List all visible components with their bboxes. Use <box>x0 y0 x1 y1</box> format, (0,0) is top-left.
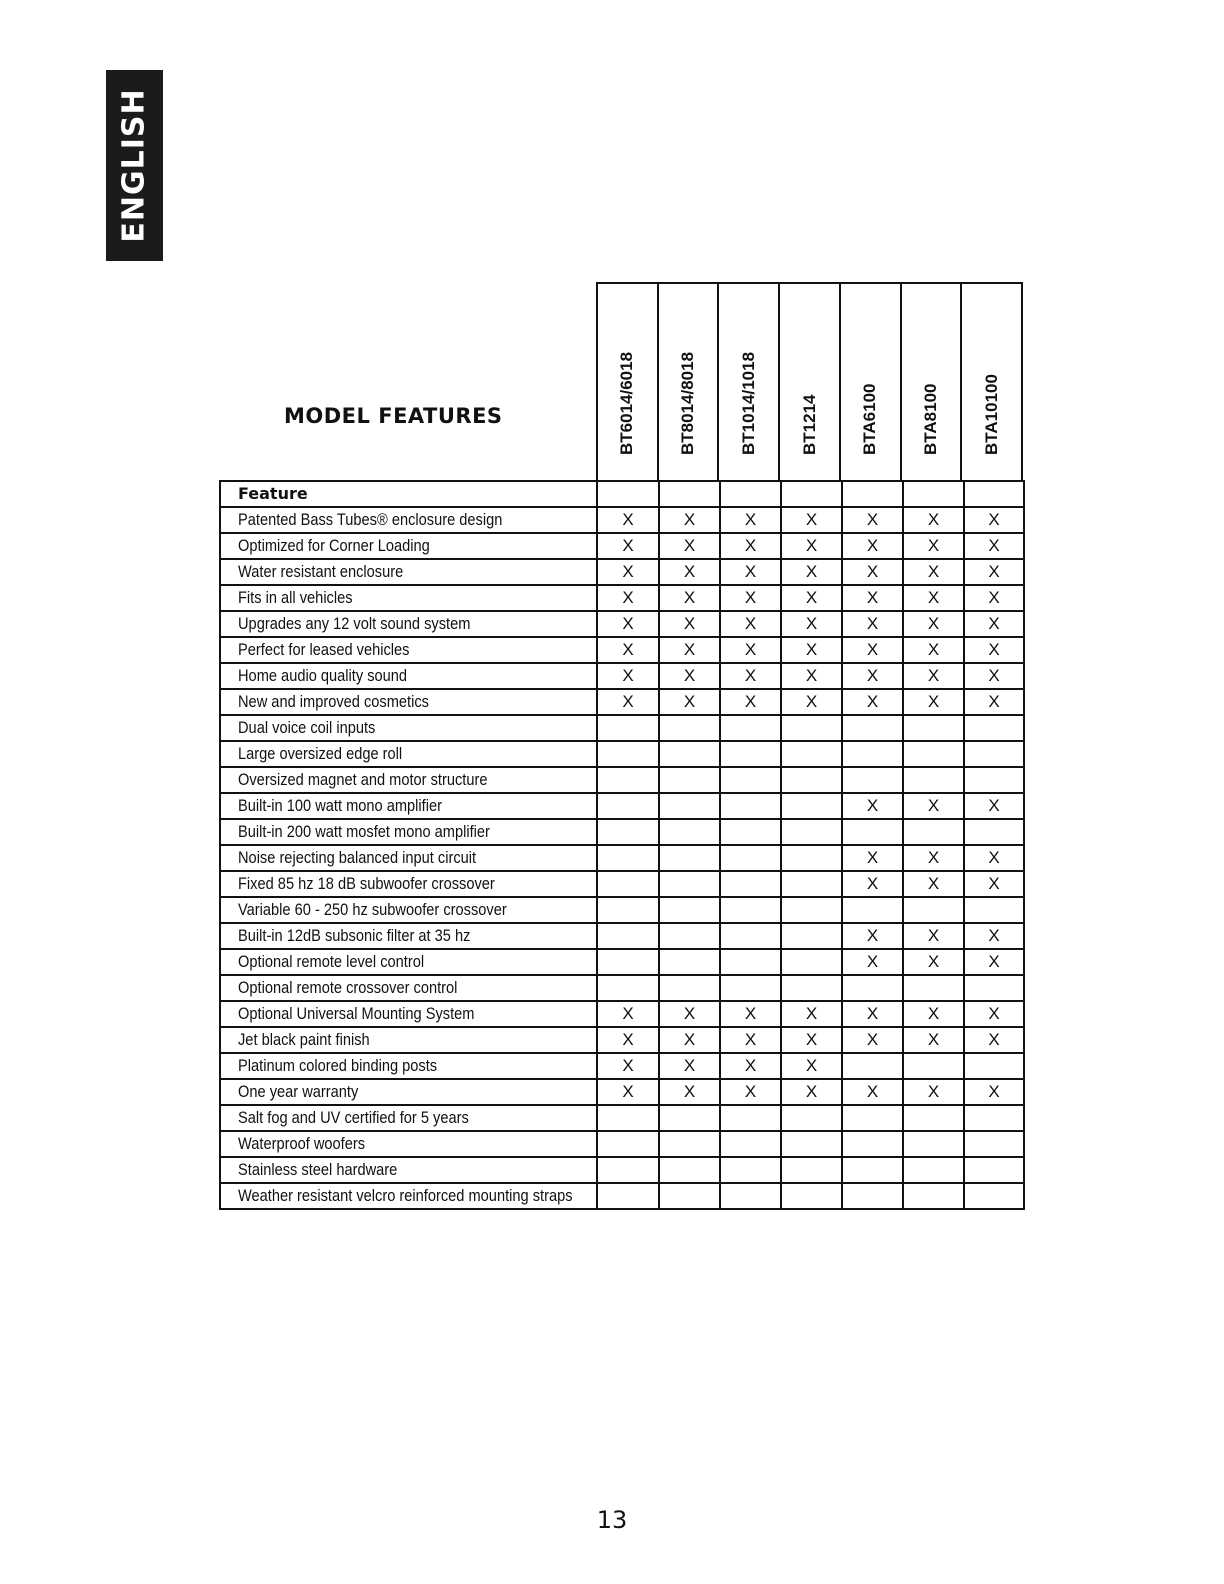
feature-mark-cell: X <box>903 637 964 663</box>
feature-mark-cell: X <box>842 663 903 689</box>
model-name: BT8014/8018 <box>678 351 698 455</box>
feature-mark-cell <box>720 767 781 793</box>
feature-mark-cell <box>597 767 659 793</box>
feature-label-cell <box>220 819 597 845</box>
feature-mark-cell <box>597 1131 659 1157</box>
feature-mark-cell <box>964 1157 1024 1183</box>
feature-label: Home audio quality sound <box>238 666 408 685</box>
feature-mark-cell: X <box>903 533 964 559</box>
feature-mark-cell <box>842 1183 903 1209</box>
feature-mark-cell: X <box>903 1079 964 1105</box>
feature-label-cell <box>220 533 597 559</box>
feature-mark-cell: X <box>720 689 781 715</box>
model-column-header <box>900 284 961 481</box>
feature-mark-cell <box>720 923 781 949</box>
feature-mark-cell <box>781 741 842 767</box>
section-title: MODEL FEATURES <box>284 404 503 428</box>
feature-label-cell <box>220 663 597 689</box>
feature-mark-cell <box>597 1157 659 1183</box>
feature-mark-cell: X <box>720 611 781 637</box>
feature-mark-cell <box>720 741 781 767</box>
feature-mark-cell <box>781 975 842 1001</box>
feature-mark-cell: X <box>597 585 659 611</box>
feature-mark-cell: X <box>903 923 964 949</box>
feature-label: Salt fog and UV certified for 5 years <box>238 1108 469 1127</box>
table-row <box>220 1027 1024 1053</box>
feature-mark-cell: X <box>659 637 720 663</box>
feature-mark-cell: X <box>842 1079 903 1105</box>
feature-mark-cell: X <box>964 923 1024 949</box>
model-name: BT1014/1018 <box>738 351 758 455</box>
feature-mark-cell <box>597 871 659 897</box>
feature-label: Optimized for Corner Loading <box>238 536 430 555</box>
feature-label: Waterproof woofers <box>238 1134 366 1153</box>
table-row <box>220 975 1024 1001</box>
feature-mark-cell: X <box>964 533 1024 559</box>
feature-mark-cell <box>903 741 964 767</box>
feature-column-header: Feature <box>220 481 597 507</box>
feature-label: Dual voice coil inputs <box>238 718 376 737</box>
feature-mark-cell <box>964 715 1024 741</box>
feature-mark-cell: X <box>964 793 1024 819</box>
feature-mark-cell <box>781 1131 842 1157</box>
feature-mark-cell: X <box>964 1001 1024 1027</box>
feature-mark-cell: X <box>903 585 964 611</box>
feature-mark-cell <box>659 741 720 767</box>
header-empty-cell <box>781 481 842 507</box>
feature-mark-cell: X <box>781 1027 842 1053</box>
header-empty-cell <box>720 481 781 507</box>
feature-mark-cell <box>659 871 720 897</box>
feature-label: Fixed 85 hz 18 dB subwoofer crossover <box>238 874 495 893</box>
feature-mark-cell <box>659 715 720 741</box>
feature-mark-cell: X <box>720 1079 781 1105</box>
feature-mark-cell: X <box>781 585 842 611</box>
feature-label: Weather resistant velcro reinforced mounting straps <box>238 1186 573 1205</box>
feature-mark-cell <box>903 767 964 793</box>
feature-mark-cell: X <box>781 637 842 663</box>
feature-mark-cell <box>659 1183 720 1209</box>
feature-mark-cell: X <box>964 559 1024 585</box>
table-row <box>220 767 1024 793</box>
feature-mark-cell: X <box>964 949 1024 975</box>
feature-mark-cell: X <box>781 689 842 715</box>
feature-mark-cell <box>781 819 842 845</box>
feature-mark-cell: X <box>720 637 781 663</box>
feature-mark-cell <box>781 1157 842 1183</box>
feature-mark-cell: X <box>720 507 781 533</box>
feature-label-cell <box>220 1053 597 1079</box>
feature-label: Upgrades any 12 volt sound system <box>238 614 471 633</box>
feature-label: Oversized magnet and motor structure <box>238 770 488 789</box>
table-row <box>220 1131 1024 1157</box>
feature-mark-cell: X <box>903 559 964 585</box>
feature-mark-cell <box>720 1183 781 1209</box>
model-column-header <box>598 284 657 481</box>
feature-mark-cell <box>842 975 903 1001</box>
feature-mark-cell: X <box>720 1001 781 1027</box>
feature-mark-cell <box>597 897 659 923</box>
feature-mark-cell: X <box>842 923 903 949</box>
feature-mark-cell <box>842 1131 903 1157</box>
feature-mark-cell: X <box>964 1027 1024 1053</box>
table-row <box>220 559 1024 585</box>
feature-label-cell <box>220 507 597 533</box>
feature-mark-cell: X <box>964 663 1024 689</box>
table-row <box>220 741 1024 767</box>
feature-mark-cell: X <box>903 793 964 819</box>
feature-label-cell <box>220 1027 597 1053</box>
feature-mark-cell <box>720 1157 781 1183</box>
feature-mark-cell: X <box>597 663 659 689</box>
feature-mark-cell <box>842 767 903 793</box>
feature-mark-cell: X <box>720 533 781 559</box>
table-row <box>220 793 1024 819</box>
feature-label-cell <box>220 1183 597 1209</box>
table-row <box>220 715 1024 741</box>
feature-mark-cell <box>964 819 1024 845</box>
feature-mark-cell: X <box>842 793 903 819</box>
feature-mark-cell: X <box>781 1001 842 1027</box>
feature-mark-cell: X <box>964 871 1024 897</box>
table-row <box>220 663 1024 689</box>
feature-mark-cell: X <box>903 845 964 871</box>
feature-mark-cell <box>964 1131 1024 1157</box>
table-row <box>220 1001 1024 1027</box>
feature-mark-cell: X <box>903 1027 964 1053</box>
model-name: BTA8100 <box>920 383 940 455</box>
feature-mark-cell <box>903 975 964 1001</box>
feature-mark-cell <box>720 871 781 897</box>
feature-mark-cell <box>659 819 720 845</box>
feature-mark-cell: X <box>842 949 903 975</box>
feature-header-row <box>220 481 1024 507</box>
model-header <box>596 282 1023 481</box>
feature-mark-cell <box>903 897 964 923</box>
feature-mark-cell <box>964 975 1024 1001</box>
feature-mark-cell: X <box>903 611 964 637</box>
feature-mark-cell <box>597 715 659 741</box>
feature-label: Patented Bass Tubes® enclosure design <box>238 510 503 529</box>
feature-label: Built-in 12dB subsonic filter at 35 hz <box>238 926 471 945</box>
feature-mark-cell: X <box>964 689 1024 715</box>
feature-label-cell <box>220 689 597 715</box>
feature-mark-cell <box>781 793 842 819</box>
feature-label-cell <box>220 1001 597 1027</box>
model-column-header <box>839 284 900 481</box>
feature-label: Perfect for leased vehicles <box>238 640 410 659</box>
feature-mark-cell: X <box>903 507 964 533</box>
feature-mark-cell <box>903 1105 964 1131</box>
model-name: BT1214 <box>799 394 819 455</box>
feature-mark-cell: X <box>720 663 781 689</box>
table-row <box>220 637 1024 663</box>
feature-label: Stainless steel hardware <box>238 1160 398 1179</box>
feature-mark-cell <box>659 845 720 871</box>
feature-label-cell <box>220 611 597 637</box>
feature-mark-cell: X <box>597 507 659 533</box>
feature-mark-cell: X <box>659 689 720 715</box>
feature-mark-cell: X <box>597 1053 659 1079</box>
feature-mark-cell: X <box>659 585 720 611</box>
feature-label: New and improved cosmetics <box>238 692 429 711</box>
feature-mark-cell <box>781 923 842 949</box>
feature-label-cell <box>220 949 597 975</box>
feature-mark-cell: X <box>842 1001 903 1027</box>
model-column-header <box>960 284 1021 481</box>
feature-label-cell <box>220 1105 597 1131</box>
feature-label-cell <box>220 975 597 1001</box>
feature-mark-cell <box>659 897 720 923</box>
feature-mark-cell: X <box>659 1001 720 1027</box>
model-name: BTA6100 <box>860 383 880 455</box>
table-row <box>220 923 1024 949</box>
feature-mark-cell <box>597 949 659 975</box>
language-tab-label: ENGLISH <box>117 88 152 243</box>
feature-mark-cell: X <box>720 1053 781 1079</box>
feature-mark-cell: X <box>659 559 720 585</box>
feature-mark-cell: X <box>964 585 1024 611</box>
feature-mark-cell <box>842 1157 903 1183</box>
model-name: BT6014/6018 <box>617 351 637 455</box>
feature-label: Fits in all vehicles <box>238 588 353 607</box>
feature-mark-cell: X <box>903 871 964 897</box>
feature-mark-cell <box>964 1053 1024 1079</box>
feature-label: Optional Universal Mounting System <box>238 1004 475 1023</box>
feature-mark-cell <box>659 1131 720 1157</box>
feature-mark-cell: X <box>964 1079 1024 1105</box>
model-column-header <box>778 284 839 481</box>
table-row <box>220 507 1024 533</box>
feature-mark-cell: X <box>842 507 903 533</box>
feature-mark-cell <box>597 845 659 871</box>
feature-mark-cell: X <box>842 637 903 663</box>
model-name: BTA10100 <box>981 374 1001 455</box>
feature-label-cell <box>220 585 597 611</box>
feature-mark-cell: X <box>597 637 659 663</box>
feature-mark-cell: X <box>597 1079 659 1105</box>
feature-label-cell <box>220 845 597 871</box>
feature-label: Noise rejecting balanced input circuit <box>238 848 477 867</box>
feature-mark-cell <box>659 975 720 1001</box>
feature-mark-cell: X <box>964 637 1024 663</box>
feature-label: One year warranty <box>238 1082 359 1101</box>
table-row <box>220 949 1024 975</box>
feature-mark-cell: X <box>659 1079 720 1105</box>
feature-mark-cell <box>842 819 903 845</box>
table-row <box>220 689 1024 715</box>
feature-mark-cell: X <box>659 663 720 689</box>
feature-mark-cell: X <box>597 533 659 559</box>
feature-label-cell <box>220 715 597 741</box>
feature-mark-cell: X <box>720 585 781 611</box>
feature-label-cell <box>220 1079 597 1105</box>
feature-mark-cell <box>597 819 659 845</box>
table-row <box>220 1053 1024 1079</box>
feature-mark-cell: X <box>659 611 720 637</box>
feature-mark-cell: X <box>720 1027 781 1053</box>
feature-label: Built-in 200 watt mosfet mono amplifier <box>238 822 490 841</box>
feature-mark-cell: X <box>597 611 659 637</box>
model-column-header <box>717 284 778 481</box>
feature-label-cell <box>220 637 597 663</box>
feature-mark-cell <box>781 767 842 793</box>
feature-mark-cell <box>720 949 781 975</box>
feature-mark-cell <box>659 793 720 819</box>
table-row <box>220 533 1024 559</box>
table-row <box>220 611 1024 637</box>
feature-label: Large oversized edge roll <box>238 744 403 763</box>
feature-mark-cell <box>781 897 842 923</box>
feature-label: Built-in 100 watt mono amplifier <box>238 796 442 815</box>
feature-mark-cell <box>597 975 659 1001</box>
header-empty-cell <box>903 481 964 507</box>
feature-mark-cell: X <box>597 1027 659 1053</box>
feature-mark-cell <box>597 923 659 949</box>
feature-mark-cell <box>597 741 659 767</box>
feature-mark-cell <box>720 793 781 819</box>
table-row <box>220 871 1024 897</box>
feature-label: Platinum colored binding posts <box>238 1056 438 1075</box>
feature-mark-cell: X <box>781 1053 842 1079</box>
model-column-header <box>657 284 718 481</box>
feature-label-cell <box>220 1131 597 1157</box>
feature-mark-cell <box>659 923 720 949</box>
feature-mark-cell: X <box>781 507 842 533</box>
feature-mark-cell <box>720 819 781 845</box>
feature-mark-cell: X <box>964 611 1024 637</box>
feature-mark-cell: X <box>903 689 964 715</box>
feature-mark-cell <box>842 1053 903 1079</box>
feature-mark-cell: X <box>903 663 964 689</box>
feature-label: Optional remote level control <box>238 952 425 971</box>
feature-mark-cell <box>903 819 964 845</box>
feature-mark-cell <box>964 741 1024 767</box>
feature-mark-cell <box>781 949 842 975</box>
table-row <box>220 845 1024 871</box>
feature-label: Jet black paint finish <box>238 1030 370 1049</box>
feature-mark-cell <box>903 715 964 741</box>
feature-mark-cell <box>720 845 781 871</box>
table-row <box>220 1183 1024 1209</box>
table-row <box>220 1079 1024 1105</box>
feature-mark-cell: X <box>597 689 659 715</box>
feature-mark-cell: X <box>720 559 781 585</box>
feature-mark-cell: X <box>964 845 1024 871</box>
feature-mark-cell: X <box>659 533 720 559</box>
feature-label-cell <box>220 923 597 949</box>
feature-mark-cell <box>781 1183 842 1209</box>
feature-mark-cell: X <box>597 1001 659 1027</box>
feature-mark-cell: X <box>842 1027 903 1053</box>
feature-mark-cell: X <box>781 611 842 637</box>
feature-mark-cell: X <box>842 533 903 559</box>
feature-mark-cell <box>903 1157 964 1183</box>
feature-mark-cell: X <box>842 559 903 585</box>
header-empty-cell <box>964 481 1024 507</box>
feature-mark-cell: X <box>659 507 720 533</box>
feature-label-cell <box>220 1157 597 1183</box>
feature-label-cell <box>220 559 597 585</box>
feature-mark-cell <box>597 1105 659 1131</box>
table-row <box>220 819 1024 845</box>
feature-mark-cell: X <box>964 507 1024 533</box>
feature-mark-cell <box>659 1105 720 1131</box>
feature-mark-cell <box>781 871 842 897</box>
feature-label-cell <box>220 767 597 793</box>
feature-label-cell <box>220 741 597 767</box>
feature-mark-cell <box>781 845 842 871</box>
feature-mark-cell <box>659 1157 720 1183</box>
feature-label-cell <box>220 871 597 897</box>
feature-mark-cell <box>597 1183 659 1209</box>
header-empty-cell <box>659 481 720 507</box>
feature-mark-cell <box>659 949 720 975</box>
language-tab <box>106 70 163 261</box>
header-empty-cell <box>597 481 659 507</box>
feature-mark-cell <box>842 715 903 741</box>
feature-mark-cell: X <box>903 949 964 975</box>
header-empty-cell <box>842 481 903 507</box>
feature-mark-cell <box>903 1053 964 1079</box>
feature-mark-cell: X <box>781 1079 842 1105</box>
feature-mark-cell <box>842 897 903 923</box>
table-row <box>220 897 1024 923</box>
feature-mark-cell <box>659 767 720 793</box>
feature-mark-cell <box>964 767 1024 793</box>
feature-mark-cell <box>903 1131 964 1157</box>
feature-mark-cell <box>964 1105 1024 1131</box>
feature-mark-cell: X <box>659 1053 720 1079</box>
feature-mark-cell <box>720 1105 781 1131</box>
feature-label: Optional remote crossover control <box>238 978 458 997</box>
feature-table <box>219 480 1025 1210</box>
feature-mark-cell: X <box>597 559 659 585</box>
feature-mark-cell: X <box>842 845 903 871</box>
feature-label: Water resistant enclosure <box>238 562 404 581</box>
feature-mark-cell <box>964 897 1024 923</box>
feature-mark-cell <box>781 1105 842 1131</box>
feature-mark-cell <box>964 1183 1024 1209</box>
feature-mark-cell <box>903 1183 964 1209</box>
table-row <box>220 1157 1024 1183</box>
feature-mark-cell <box>720 975 781 1001</box>
feature-mark-cell <box>720 1131 781 1157</box>
page-number: 13 <box>596 1506 628 1534</box>
feature-mark-cell <box>720 715 781 741</box>
feature-mark-cell: X <box>781 663 842 689</box>
feature-mark-cell: X <box>781 559 842 585</box>
feature-mark-cell: X <box>842 689 903 715</box>
feature-mark-cell <box>842 741 903 767</box>
feature-mark-cell: X <box>842 585 903 611</box>
feature-mark-cell: X <box>781 533 842 559</box>
feature-label-cell <box>220 897 597 923</box>
feature-mark-cell <box>597 793 659 819</box>
table-row <box>220 585 1024 611</box>
feature-label: Variable 60 - 250 hz subwoofer crossover <box>238 900 507 919</box>
feature-mark-cell <box>720 897 781 923</box>
feature-mark-cell: X <box>659 1027 720 1053</box>
feature-mark-cell: X <box>842 611 903 637</box>
feature-mark-cell: X <box>903 1001 964 1027</box>
feature-mark-cell <box>842 1105 903 1131</box>
feature-label-cell <box>220 793 597 819</box>
feature-mark-cell <box>781 715 842 741</box>
feature-mark-cell: X <box>842 871 903 897</box>
table-row <box>220 1105 1024 1131</box>
